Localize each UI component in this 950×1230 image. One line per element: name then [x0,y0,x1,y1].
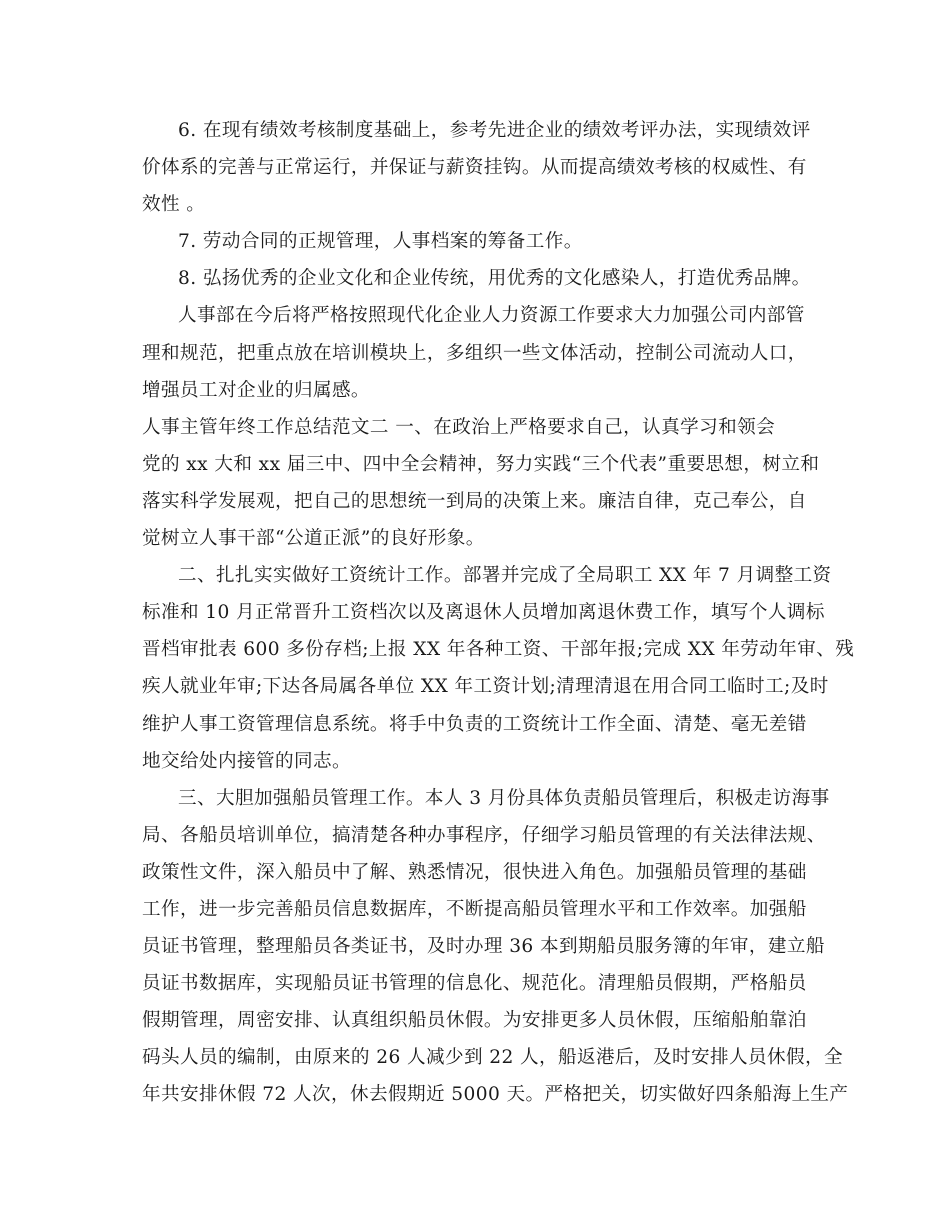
document-body [142,112,855,1114]
text-line: 员证书数据库，实现船员证书管理的信息化、规范化。清理船员假期，严格船员 [142,973,807,995]
text-line: 觉树立人事干部“公道正派”的良好形象。 [142,528,485,550]
text-line: 7. 劳动合同的正规管理，人事档案的筹备工作。 [178,231,583,253]
text-line: 理和规范，把重点放在培训模块上，多组织一些文体活动，控制公司流动人口， [142,342,807,364]
text-line: 三、大胆加强船员管理工作。本人 3 月份具体负责船员管理后，积极走访海事 [178,787,830,809]
text-line: 8. 弘扬优秀的企业文化和企业传统，用优秀的文化感染人，打造优秀品牌。 [178,268,811,290]
text-line: 年共安排休假 72 人次，休去假期近 5000 天。严格把关，切实做好四条船海上生产 [142,1084,849,1106]
text-line: 晋档审批表 600 多份存档;上报 XX 年各种工资、干部年报;完成 XX 年劳动年审、残 [142,639,855,661]
text-line: 工作，进一步完善船员信息数据库，不断提高船员管理水平和工作效率。加强船 [142,898,807,920]
text-line: 政策性文件，深入船员中了解、熟悉情况，很快进入角色。加强船员管理的基础 [142,861,807,883]
text-line: 疾人就业年审;下达各局属各单位 XX 年工资计划;清理清退在用合同工临时工;及时 [142,676,829,698]
text-line: 标准和 10 月正常晋升工资档次以及离退休人员增加离退休费工作，填写个人调标 [142,602,825,624]
text-line: 局、各船员培训单位，搞清楚各种办事程序，仔细学习船员管理的有关法律法规、 [142,824,826,846]
text-line: 6. 在现有绩效考核制度基础上，参考先进企业的绩效考评办法，实现绩效评 [178,120,811,141]
text-line: 人事部在今后将严格按照现代化企业人力资源工作要求大力加强公司内部管 [178,305,805,327]
text-line: 价体系的完善与正常运行，并保证与薪资挂钩。从而提高绩效考核的权威性、有 [142,157,807,179]
text-line: 地交给处内接管的同志。 [142,750,351,772]
text-line: 码头人员的编制，由原来的 26 人减少到 22 人，船返港后，及时安排人员休假，全 [142,1047,843,1069]
text-line: 假期管理，周密安排、认真组织船员休假。为安排更多人员休假，压缩船舶靠泊 [142,1010,807,1032]
text-line: 落实科学发展观，把自己的思想统一到局的决策上来。廉洁自律，克己奉公，自 [142,490,807,512]
text-line: 员证书管理，整理船员各类证书，及时办理 36 本到期船员服务簿的年审，建立船 [142,936,825,958]
text-line: 二、扎扎实实做好工资统计工作。部署并完成了全局职工 XX 年 7 月调整工资 [178,565,832,587]
text-line: 维护人事工资管理信息系统。将手中负责的工资统计工作全面、清楚、毫无差错 [142,713,807,735]
text-line: 党的 xx 大和 xx 届三中、四中全会精神，努力实践“三个代表”重要思想，树立和 [142,453,820,475]
text-line: 效性 。 [142,194,206,216]
text-line: 增强员工对企业的归属感。 [142,379,370,401]
section-heading-line: 人事主管年终工作总结范文二 一、在政治上严格要求自己，认真学习和领会 [142,416,776,438]
